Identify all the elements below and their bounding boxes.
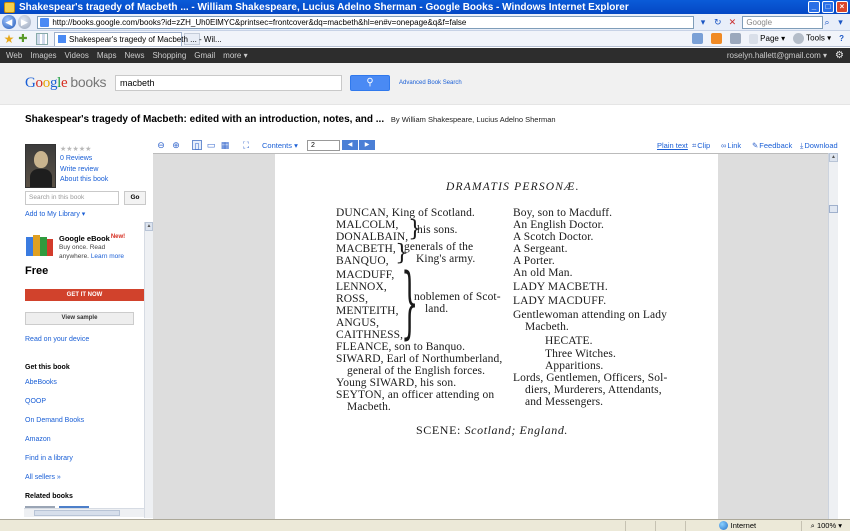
page-scroll-thumb[interactable] <box>829 205 838 213</box>
sidebar-horizontal-scrollbar[interactable] <box>24 508 144 517</box>
print-icon[interactable] <box>730 33 741 44</box>
forward-arrow-icon[interactable]: ▶ <box>18 15 32 29</box>
download-label: Download <box>804 141 838 150</box>
new-badge: New! <box>110 234 126 240</box>
page-icon <box>749 34 758 44</box>
clip-link[interactable] <box>692 141 710 151</box>
book-page-viewport[interactable] <box>153 153 837 519</box>
tab-google-books[interactable] <box>54 32 222 46</box>
close-window-button[interactable]: × <box>836 1 848 13</box>
cast-boy: Boy, son to Macduff. <box>513 207 613 219</box>
brace-generals: } <box>395 241 409 266</box>
book-title-line <box>25 114 556 125</box>
google-favicon-icon <box>58 35 66 43</box>
learn-more-link[interactable]: Learn more <box>90 252 125 260</box>
cast-macbeth: MACBETH, <box>336 243 396 255</box>
previous-page-button[interactable]: ◀ <box>342 140 358 150</box>
feedback-label: Feedback <box>759 141 793 150</box>
viewer-toolbar <box>156 139 846 153</box>
get-this-book-heading: Get this book <box>25 364 70 371</box>
cast-fleance: FLEANCE, son to Banquo. <box>336 341 466 353</box>
ebook-desc-line2: anywhere. <box>59 252 89 260</box>
cast-macduff: MACDUFF, <box>336 269 395 281</box>
feeds-icon[interactable] <box>711 33 722 44</box>
gbar-link-web[interactable]: Web <box>6 51 23 60</box>
cast-caithness: CAITHNESS, <box>336 329 404 341</box>
zoom-out-icon[interactable]: ⊖ <box>157 140 165 150</box>
get-it-now-button[interactable]: GET IT NOW <box>25 289 144 301</box>
ebook-title-text: Google eBook <box>59 234 110 243</box>
scroll-thumb[interactable] <box>34 510 120 516</box>
reviews-link[interactable]: 0 Reviews <box>60 155 93 162</box>
cast-angus: ANGUS, <box>336 317 380 329</box>
book-title: Shakespear's tragedy of Macbeth: edited with an introduction, notes, and ... <box>25 114 385 125</box>
page-menu[interactable]: Page ▾ <box>749 34 785 44</box>
scene-line <box>416 423 568 438</box>
tools-menu[interactable]: Tools ▾ <box>793 33 831 44</box>
logo-books-text: books <box>70 74 107 90</box>
refresh-icon[interactable]: ↻ <box>713 16 722 27</box>
cast-menteith: MENTEITH, <box>336 305 399 317</box>
cast-seyton-line1: SEYTON, an officer attending on <box>336 389 495 401</box>
cast-generals-line1: generals of the <box>404 241 474 253</box>
chain-link-icon: ∞ <box>721 141 727 150</box>
back-arrow-icon[interactable]: ◀ <box>2 15 16 29</box>
quick-tabs-icon[interactable] <box>36 33 48 45</box>
cast-gentlewoman-line2: Macbeth. <box>525 321 569 333</box>
view-sample-button[interactable]: View sample <box>25 312 134 325</box>
ebook-description <box>59 244 149 261</box>
cast-noblemen-line2: land. <box>425 303 449 315</box>
download-icon: ⤓ <box>800 141 804 150</box>
gbar-link-more[interactable]: more ▾ <box>223 51 248 60</box>
gbar-link-videos[interactable]: Videos <box>64 51 89 60</box>
scroll-up-arrow-icon[interactable]: ▲ <box>146 223 152 229</box>
window-title: Shakespear's tragedy of Macbeth ... - William Shakespeare, Lucius Adelno Sherman - Google Books - Windows Internet Explorer <box>19 1 629 13</box>
cast-apparitions: Apparitions. <box>545 360 604 372</box>
google-books-logo[interactable]: Google books <box>25 74 107 91</box>
window-title-bar <box>0 0 850 14</box>
cast-lady-macduff: LADY MACDUFF. <box>513 295 607 307</box>
clip-label: Clip <box>697 141 711 150</box>
google-ebook-icon <box>25 233 54 258</box>
magnifier-icon: ⌕ <box>810 520 815 530</box>
minimize-button[interactable]: _ <box>808 1 820 13</box>
cast-gentlewoman-line1: Gentlewoman attending on Lady <box>513 309 667 321</box>
cast-english-doctor: An English Doctor. <box>513 219 604 231</box>
two-page-view-icon[interactable]: ▭ <box>206 140 216 150</box>
next-page-button[interactable]: ▶ <box>359 140 375 150</box>
security-zone-label: Internet <box>730 521 757 530</box>
seller-link-qoop[interactable]: QOOP <box>25 398 47 405</box>
settings-gear-icon[interactable]: ⚙ <box>835 50 844 61</box>
books-header <box>0 63 850 105</box>
zoom-in-icon[interactable]: ⊕ <box>172 140 180 150</box>
account-menu[interactable]: roselyn.hallett@gmail.com ▾ <box>726 51 828 60</box>
tab-bar <box>0 31 850 47</box>
cast-noblemen-line1: noblemen of Scot- <box>414 291 501 303</box>
search-in-book-input[interactable]: Search in this book <box>25 191 119 205</box>
google-ebook-title <box>59 234 125 243</box>
gbar-link-images[interactable]: Images <box>30 51 57 60</box>
favorites-star-icon[interactable]: ★ <box>3 31 15 46</box>
rating-stars-icon: ★★★★★ <box>60 146 92 153</box>
portrait-body <box>30 169 52 187</box>
cast-lords-line2: diers, Murderers, Attendants, <box>525 384 662 396</box>
status-segment <box>625 521 655 531</box>
google-favicon-icon <box>40 18 49 27</box>
maximize-button[interactable]: □ <box>822 1 834 13</box>
brace-noblemen: } <box>401 258 419 348</box>
gbar-link-shopping[interactable]: Shopping <box>152 51 187 60</box>
all-sellers-link[interactable]: All sellers » <box>25 474 61 481</box>
cast-banquo: BANQUO, <box>336 255 389 267</box>
brace-sons: } <box>408 217 422 242</box>
cast-lady-macbeth: LADY MACBETH. <box>513 281 608 293</box>
cast-malcolm: MALCOLM, <box>336 219 399 231</box>
page-menu-label: Page <box>760 33 779 43</box>
related-books-heading: Related books <box>25 493 73 500</box>
cast-lennox: LENNOX, <box>336 281 387 293</box>
book-page-scan <box>275 154 718 520</box>
feedback-icon: ✎ <box>752 141 759 150</box>
cast-hecate: HECATE. <box>545 335 593 347</box>
cast-lords-line1: Lords, Gentlemen, Officers, Sol- <box>513 372 668 384</box>
zoom-level-text: 100% <box>816 520 837 530</box>
gear-icon <box>793 33 804 44</box>
ie-icon <box>4 2 15 13</box>
contents-dropdown[interactable]: Contents ▾ <box>262 141 298 150</box>
url-field[interactable] <box>37 16 694 29</box>
cast-young-siward: Young SIWARD, his son. <box>336 377 457 389</box>
cast-old-man: An old Man. <box>513 267 573 279</box>
address-bar <box>0 14 850 31</box>
search-options-icon[interactable]: ▾ <box>838 16 843 27</box>
cast-scotch-doctor: A Scotch Doctor. <box>513 231 594 243</box>
download-link[interactable] <box>800 141 838 151</box>
advanced-search-link[interactable]: Advanced Book Search <box>399 80 462 86</box>
link-label: Link <box>727 141 742 150</box>
price-label: Free <box>25 265 49 277</box>
link-link[interactable] <box>721 141 741 150</box>
book-sidebar <box>24 142 152 515</box>
search-icon[interactable]: ⌕ <box>824 16 830 27</box>
seller-link-amazon[interactable]: Amazon <box>25 436 51 443</box>
status-bar <box>0 519 850 531</box>
zoom-level[interactable]: ⌕ 100% ▾ <box>810 520 842 530</box>
scene-value: Scotland; England. <box>464 423 569 437</box>
scroll-up-arrow-icon[interactable]: ▲ <box>829 153 838 162</box>
tab-label: Shakespear's tragedy of Macbeth ... - Wil... <box>69 34 222 44</box>
about-book-link[interactable]: About this book <box>60 176 109 183</box>
cast-sergeant: A Sergeant. <box>513 243 568 255</box>
find-in-library-link[interactable]: Find in a library <box>25 455 73 462</box>
clip-icon: ⌗ <box>692 141 697 150</box>
sidebar-scrollbar[interactable] <box>144 222 153 518</box>
url-text: http://books.google.com/books?id=zZH_Uh0ElMYC&printsec=frontcover&dq=macbeth&hl=en#v=onepage&q&f=false <box>52 17 467 27</box>
stop-icon[interactable]: ✕ <box>728 16 737 27</box>
plain-text-link[interactable]: Plain text <box>657 141 688 150</box>
seller-link-on-demand-books[interactable]: On Demand Books <box>25 417 85 424</box>
dramatis-personae-heading: DRAMATIS PERSONÆ. <box>446 181 580 193</box>
cast-siward-line1: SIWARD, Earl of Northumberland, <box>336 353 503 365</box>
cast-duncan: DUNCAN, King of Scotland. <box>336 207 475 219</box>
home-icon[interactable] <box>692 33 703 44</box>
read-on-device-link[interactable]: Read on your device <box>25 336 90 343</box>
cast-siward-line2: general of the English forces. <box>347 365 486 377</box>
tools-menu-label: Tools <box>806 33 825 43</box>
search-icon: ⚲ <box>366 77 374 88</box>
feedback-link[interactable] <box>752 141 792 150</box>
scene-label: SCENE: <box>416 423 461 437</box>
status-segment <box>655 521 685 531</box>
books-search-input[interactable]: macbeth <box>115 75 342 91</box>
dropdown-arrow-icon[interactable]: ▾ <box>700 16 706 27</box>
add-to-library-link[interactable]: Add to My Library ▾ <box>25 211 86 218</box>
help-icon[interactable]: ? <box>839 34 844 43</box>
status-segment <box>801 521 811 531</box>
status-segment <box>685 521 715 531</box>
cast-seyton-line2: Macbeth. <box>347 401 391 413</box>
cast-his-sons: his sons. <box>417 224 458 236</box>
ebook-desc-line1: Buy once. Read <box>59 244 106 251</box>
book-cover-thumbnail[interactable] <box>25 144 56 188</box>
gbar-link-maps[interactable]: Maps <box>96 51 117 60</box>
internet-zone-icon <box>719 521 728 530</box>
single-page-view-icon[interactable]: ▯ <box>192 140 202 150</box>
gbar-link-gmail[interactable]: Gmail <box>194 51 216 60</box>
page-number-input[interactable]: 2 <box>307 140 340 151</box>
search-button[interactable] <box>350 75 390 91</box>
ie-search-input[interactable]: Google <box>742 16 822 29</box>
cast-lords-line3: and Messengers. <box>525 396 604 408</box>
add-favorite-icon[interactable]: ✚ <box>18 32 28 45</box>
search-in-book-go-button[interactable]: Go <box>124 191 146 205</box>
book-authors: By William Shakespeare, Lucius Adelno Sherman <box>390 115 556 124</box>
cast-generals-line2: King's army. <box>416 253 476 265</box>
cast-three-witches: Three Witches. <box>545 348 616 360</box>
portrait-face <box>34 151 48 168</box>
cast-ross: ROSS, <box>336 293 369 305</box>
seller-link-abebooks[interactable]: AbeBooks <box>25 379 57 386</box>
gbar-link-news[interactable]: News <box>124 51 145 60</box>
google-bar <box>0 48 850 63</box>
page-scrollbar[interactable] <box>828 153 838 519</box>
cast-porter: A Porter. <box>513 255 555 267</box>
thumbnail-view-icon[interactable]: ▦ <box>220 140 230 150</box>
fullscreen-icon[interactable]: ⛶ <box>242 140 250 150</box>
write-review-link[interactable]: Write review <box>60 166 99 173</box>
cast-donalbain: DONALBAIN, <box>336 231 409 243</box>
